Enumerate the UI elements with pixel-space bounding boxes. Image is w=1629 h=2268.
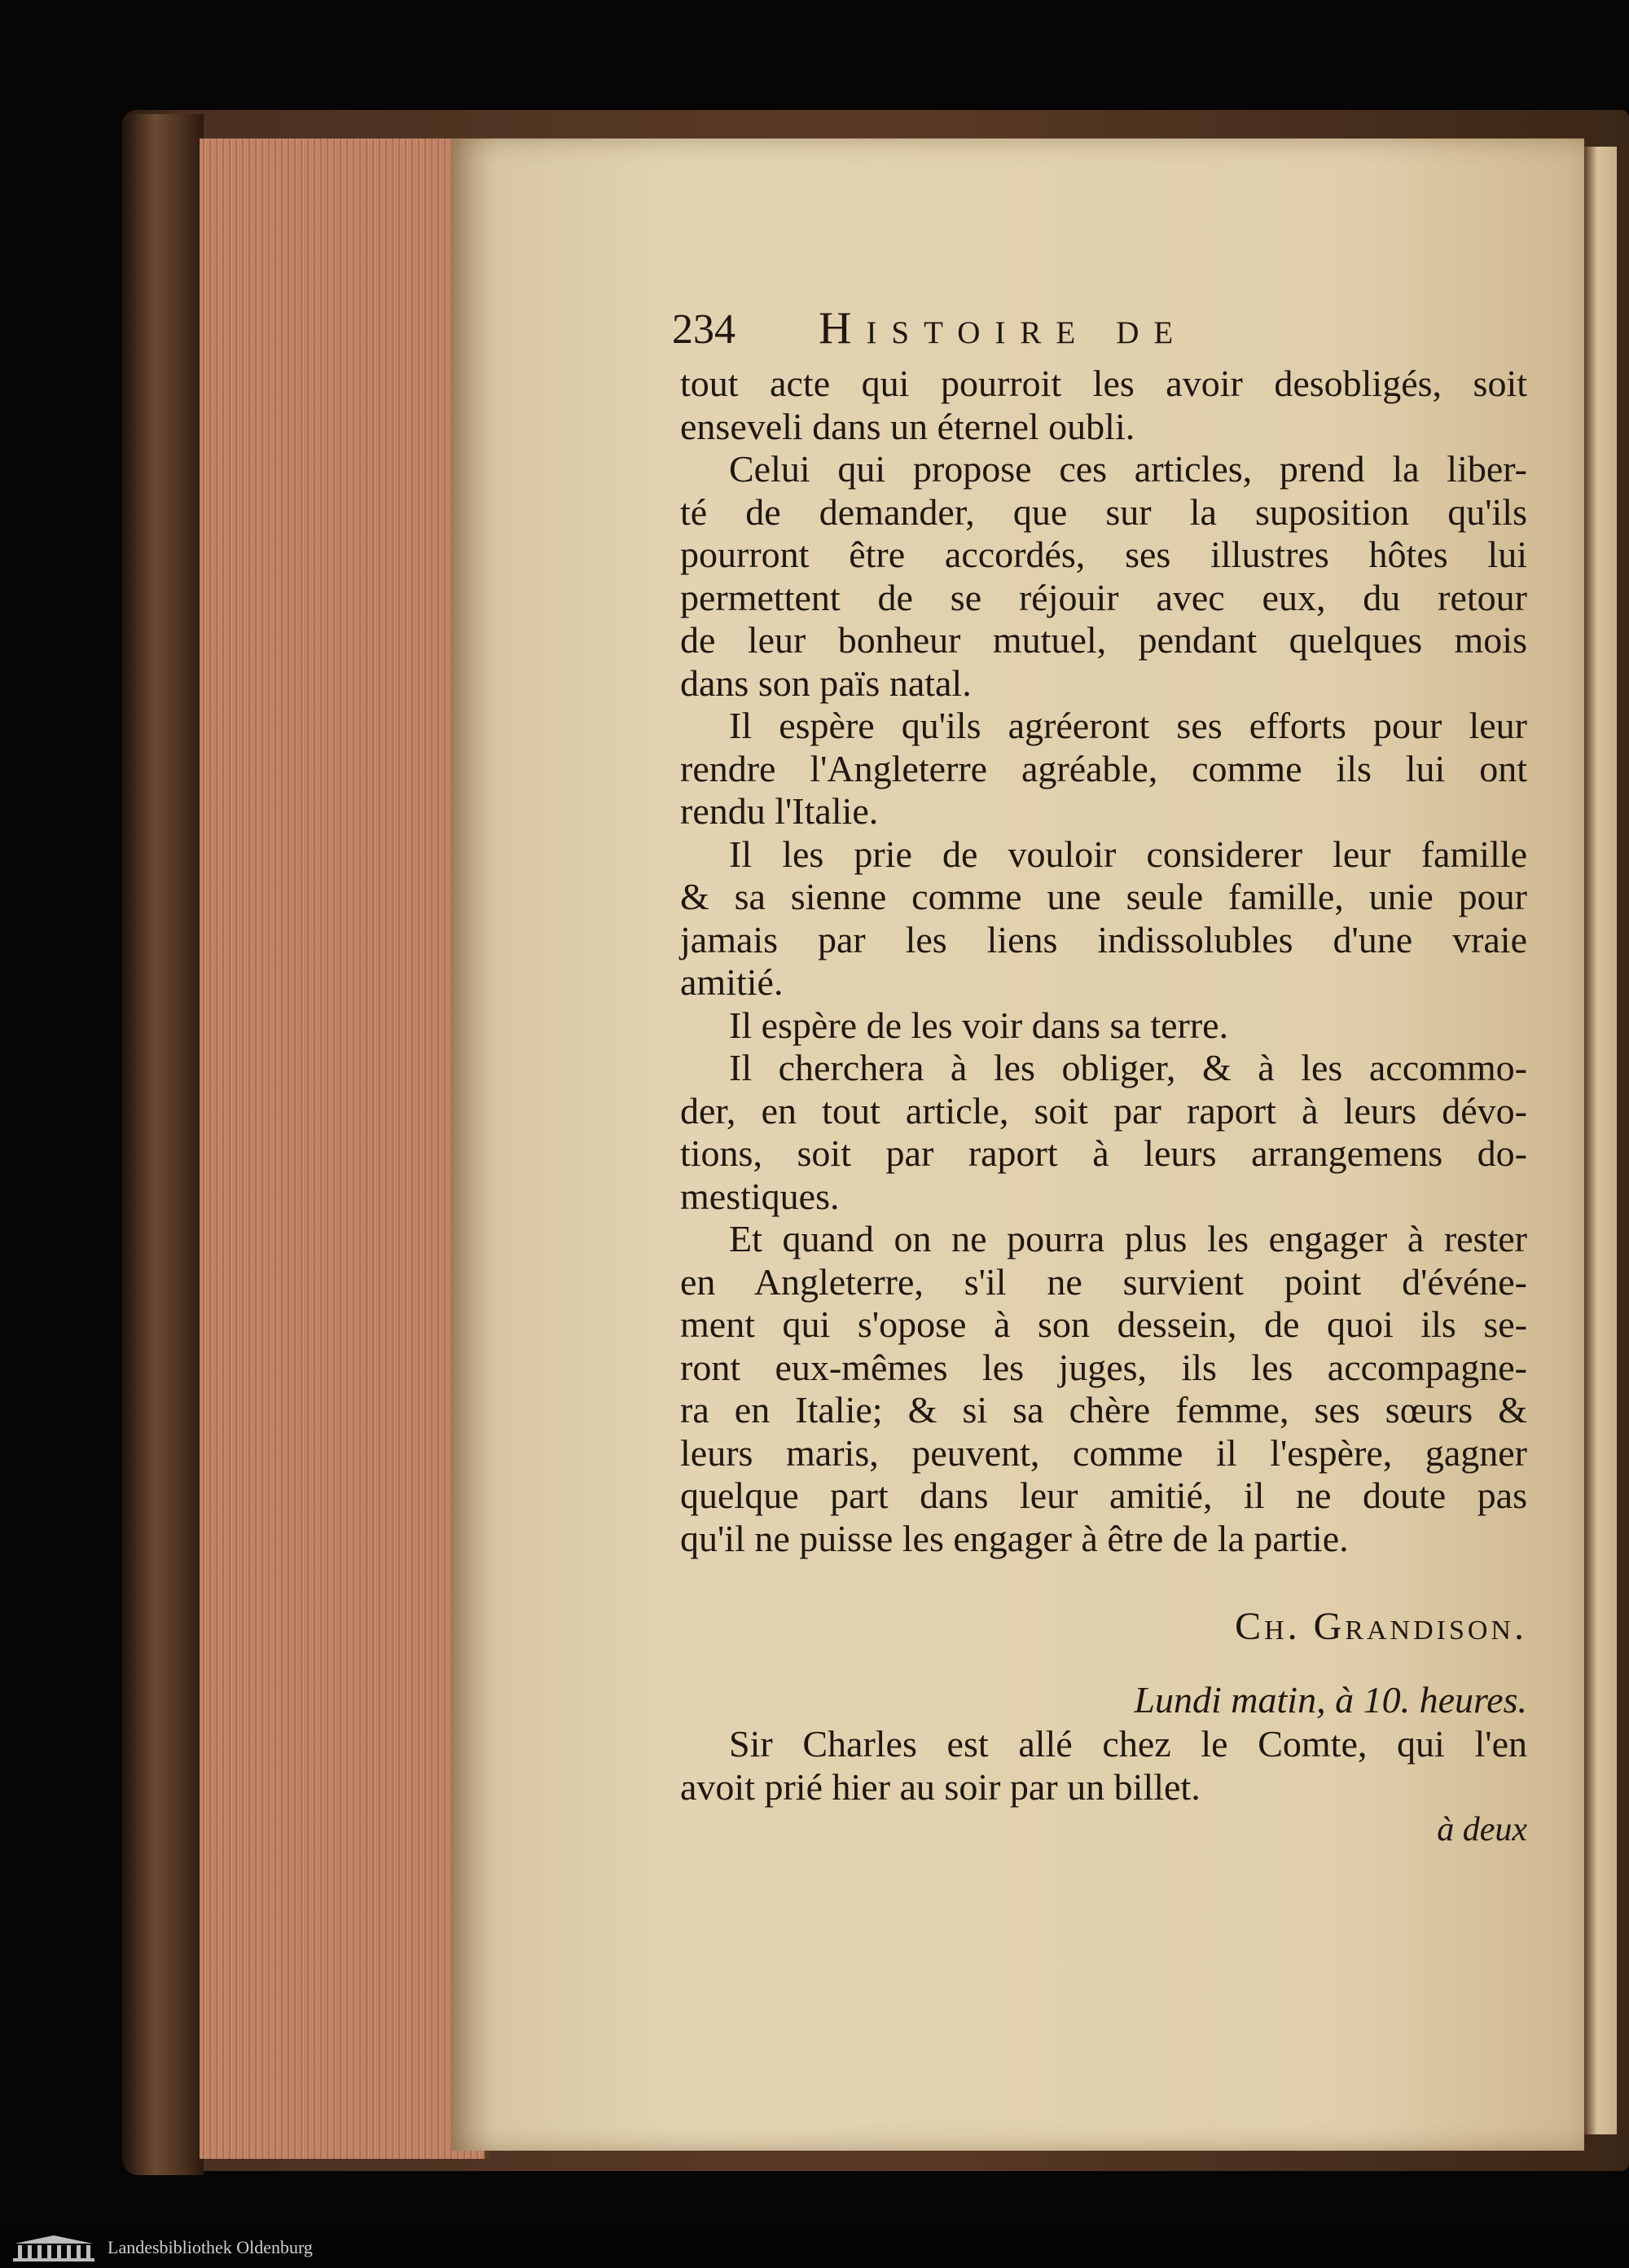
text-line: rendu l'Italie. bbox=[680, 790, 879, 832]
text-line: Et quand on ne pourra plus les engager à rester bbox=[729, 1218, 1527, 1259]
text-line: ment qui s'opose à son dessein, de quoi ils se- bbox=[680, 1303, 1527, 1345]
text-line: leurs maris, peuvent, comme il l'espère, gagner bbox=[680, 1431, 1527, 1474]
text-line: tions, soit par raport à leurs arrangemens do- bbox=[680, 1132, 1527, 1174]
running-head bbox=[672, 303, 1527, 363]
text-line: dans son païs natal. bbox=[680, 662, 972, 704]
text-line: rendre l'Angleterre agréable, comme ils lui ont bbox=[680, 747, 1527, 789]
text-line: & sa sienne comme une seule famille, unie pour bbox=[680, 876, 1527, 917]
book-spine bbox=[122, 114, 204, 2175]
text-line: Il espère de les voir dans sa terre. bbox=[729, 1004, 1229, 1046]
catchword: à deux bbox=[1437, 1811, 1527, 1848]
text-line: pourront être accordés, ses illustres hôtes lui bbox=[680, 534, 1527, 575]
closing-text bbox=[680, 1723, 1527, 1809]
library-name: Landesbibliothek Oldenburg bbox=[108, 2237, 313, 2257]
text-line: ra en Italie; & si sa chère femme, ses sœurs & bbox=[680, 1389, 1527, 1431]
text-line: quelque part dans leur amitié, il ne doute pas bbox=[680, 1475, 1527, 1516]
text-line: en Angleterre, s'il ne survient point d'événe- bbox=[680, 1260, 1527, 1303]
text-line: de leur bonheur mutuel, pendant quelques mois bbox=[680, 619, 1527, 661]
page-text bbox=[672, 303, 1527, 1851]
text-line: permettent de se réjouir avec eux, du retour bbox=[680, 576, 1527, 618]
text-line: mestiques. bbox=[680, 1175, 840, 1217]
text-line: ront eux-mêmes les juges, ils les accompagne- bbox=[680, 1346, 1527, 1388]
running-title: Histoire de bbox=[819, 303, 1188, 354]
dateline: Lundi matin, à 10. heures. bbox=[1134, 1679, 1527, 1721]
text-line: Il cherchera à les obliger, & à les accommo- bbox=[729, 1047, 1527, 1088]
text-line: der, en tout article, soit par raport à leurs dévo- bbox=[680, 1089, 1527, 1132]
text-line: jamais par les liens indissolubles d'une vraie bbox=[680, 918, 1527, 960]
footer-bar bbox=[0, 2227, 1629, 2268]
facing-page-edge bbox=[1584, 147, 1617, 2134]
text-line: Celui qui propose ces articles, prend la liber- bbox=[729, 448, 1527, 490]
text-line: enseveli dans un éternel oubli. bbox=[680, 405, 1135, 447]
text-line: té de demander, que sur la suposition qu'ils bbox=[680, 490, 1527, 533]
library-building-icon bbox=[11, 2234, 96, 2263]
text-line: Sir Charles est allé chez le Comte, qui l'en bbox=[729, 1723, 1527, 1765]
page-edges bbox=[200, 138, 490, 2159]
text-line: avoit prié hier au soir par un billet. bbox=[680, 1765, 1201, 1808]
body-text bbox=[680, 363, 1527, 1560]
text-line: qu'il ne puisse les engager à être de la partie. bbox=[680, 1517, 1349, 1559]
page-number: 234 bbox=[672, 306, 735, 353]
text-line: amitié. bbox=[680, 961, 784, 1003]
text-line: Il espère qu'ils agréeront ses efforts pour leur bbox=[729, 705, 1527, 746]
text-line: Il les prie de vouloir considerer leur famille bbox=[729, 833, 1527, 875]
signature: Ch. Grandison. bbox=[1235, 1605, 1527, 1648]
text-line: tout acte qui pourroit les avoir desobligés, soit bbox=[680, 363, 1527, 404]
